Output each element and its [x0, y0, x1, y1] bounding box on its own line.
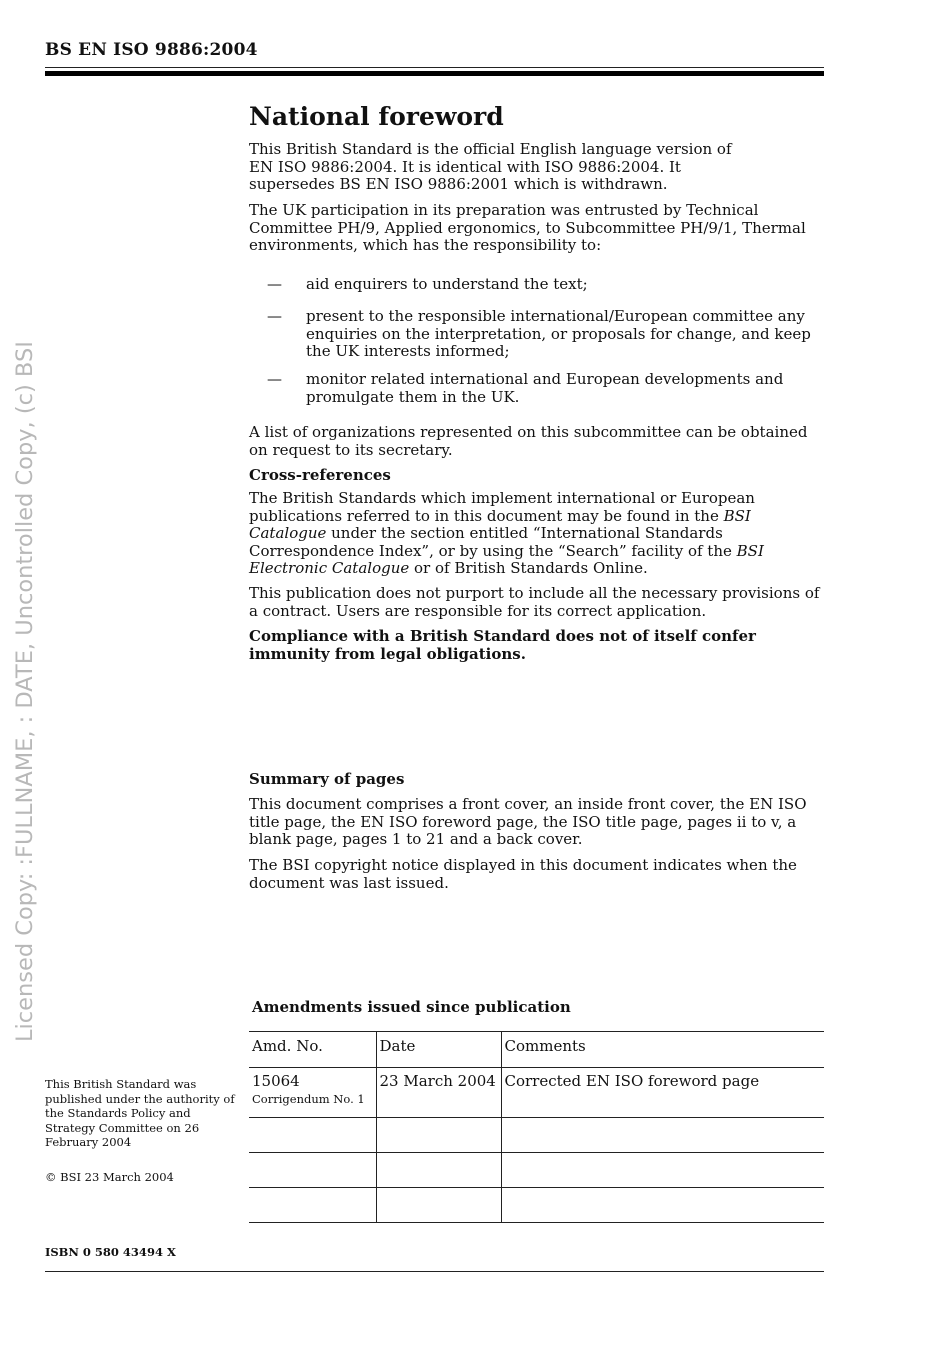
crossref-heading: Cross-references [249, 466, 391, 484]
empty-cell [501, 1188, 824, 1223]
document-code: BS EN ISO 9886:2004 [45, 40, 258, 60]
page-title: National foreword [249, 102, 504, 131]
footer-rule [45, 1271, 824, 1272]
responsibility-text: aid enquirers to understand the text; [306, 275, 588, 293]
table-row [249, 1068, 824, 1118]
empty-cell [249, 1118, 376, 1153]
empty-cell [249, 1188, 376, 1223]
table-row [249, 1188, 824, 1223]
dash-marker: — [267, 307, 282, 325]
responsibility-item [249, 276, 824, 294]
table-row [249, 1118, 824, 1153]
summary-paragraph: This document comprises a front cover, an inside front cover, the EN ISO title page, the EN ISO foreword page, the ISO title page, pages ii to v, a blank page, pages 1 to 21 and a back cover. [249, 795, 807, 848]
copyright-notice-paragraph: The BSI copyright notice displayed in this document indicates when the document was last issued. [249, 856, 797, 892]
column-header: Amd. No. [249, 1032, 376, 1068]
column-header: Date [376, 1032, 501, 1068]
responsibility-text: monitor related international and European developments and promulgate them in the UK. [306, 370, 784, 406]
table-header-row [249, 1032, 824, 1068]
dash-marker: — [267, 275, 282, 293]
empty-cell [501, 1153, 824, 1188]
isbn: ISBN 0 580 43494 X [45, 1245, 176, 1259]
amd-no: 15064 [252, 1072, 300, 1090]
empty-cell [376, 1153, 501, 1188]
amd-no-cell [249, 1068, 376, 1118]
table-row [249, 1153, 824, 1188]
crossref-paragraph [249, 490, 824, 578]
empty-cell [376, 1118, 501, 1153]
license-watermark: Licensed Copy: :FULLNAME, : DATE, Uncontrolled Copy, (c) BSI [12, 341, 38, 1042]
empty-cell [249, 1153, 376, 1188]
amendments-table [249, 1031, 824, 1223]
bsi-catalogue-ref: BSI Catalogue [249, 506, 751, 542]
intro-paragraph: This British Standard is the official English language version of EN ISO 9886:2004. It is identical with ISO 9886:2004. It supersedes BS EN ISO 9886:2001 which is withdrawn. [249, 140, 732, 193]
amd-sub: Corrigendum No. 1 [252, 1092, 365, 1106]
date-cell: 23 March 2004 [376, 1068, 501, 1118]
column-header: Comments [501, 1032, 824, 1068]
responsibility-item [249, 371, 824, 406]
empty-cell [376, 1188, 501, 1223]
responsibility-item [249, 308, 824, 361]
crossref-text: The British Standards which implement international or European publications referred to in this document may be found in the [249, 489, 755, 525]
crossref-text: or of British Standards Online. [409, 559, 648, 577]
dash-marker: — [267, 370, 282, 388]
copyright-line: © BSI 23 March 2004 [45, 1170, 174, 1184]
responsibility-text: present to the responsible international/European committee any enquiries on the interpretation, or proposals for change, and keep the UK interests informed; [306, 307, 811, 360]
header-rule-thick [45, 71, 824, 76]
header-rule-thin [45, 67, 824, 68]
publication-note: This British Standard was published under the authority of the Standards Policy and Strategy Committee on 26 February 2004 [45, 1077, 235, 1149]
comments-cell: Corrected EN ISO foreword page [501, 1068, 824, 1118]
bsi-electronic-catalogue-ref: BSI Electronic Catalogue [249, 541, 764, 577]
provisions-paragraph: This publication does not purport to include all the necessary provisions of a contract. Users are responsible for its correct application. [249, 584, 820, 620]
empty-cell [501, 1118, 824, 1153]
compliance-statement: Compliance with a British Standard does not of itself confer immunity from legal obligations. [249, 627, 756, 663]
summary-heading: Summary of pages [249, 770, 405, 788]
participation-paragraph: The UK participation in its preparation was entrusted by Technical Committee PH/9, Applied ergonomics, to Subcommittee PH/9/1, Thermal environments, which has the responsibility to: [249, 201, 806, 254]
crossref-text: under the section entitled “International Standards Correspondence Index”, or by using the “Search” facility of the [249, 524, 737, 560]
amendments-heading: Amendments issued since publication [252, 998, 571, 1016]
organizations-paragraph: A list of organizations represented on this subcommittee can be obtained on request to its secretary. [249, 423, 808, 459]
